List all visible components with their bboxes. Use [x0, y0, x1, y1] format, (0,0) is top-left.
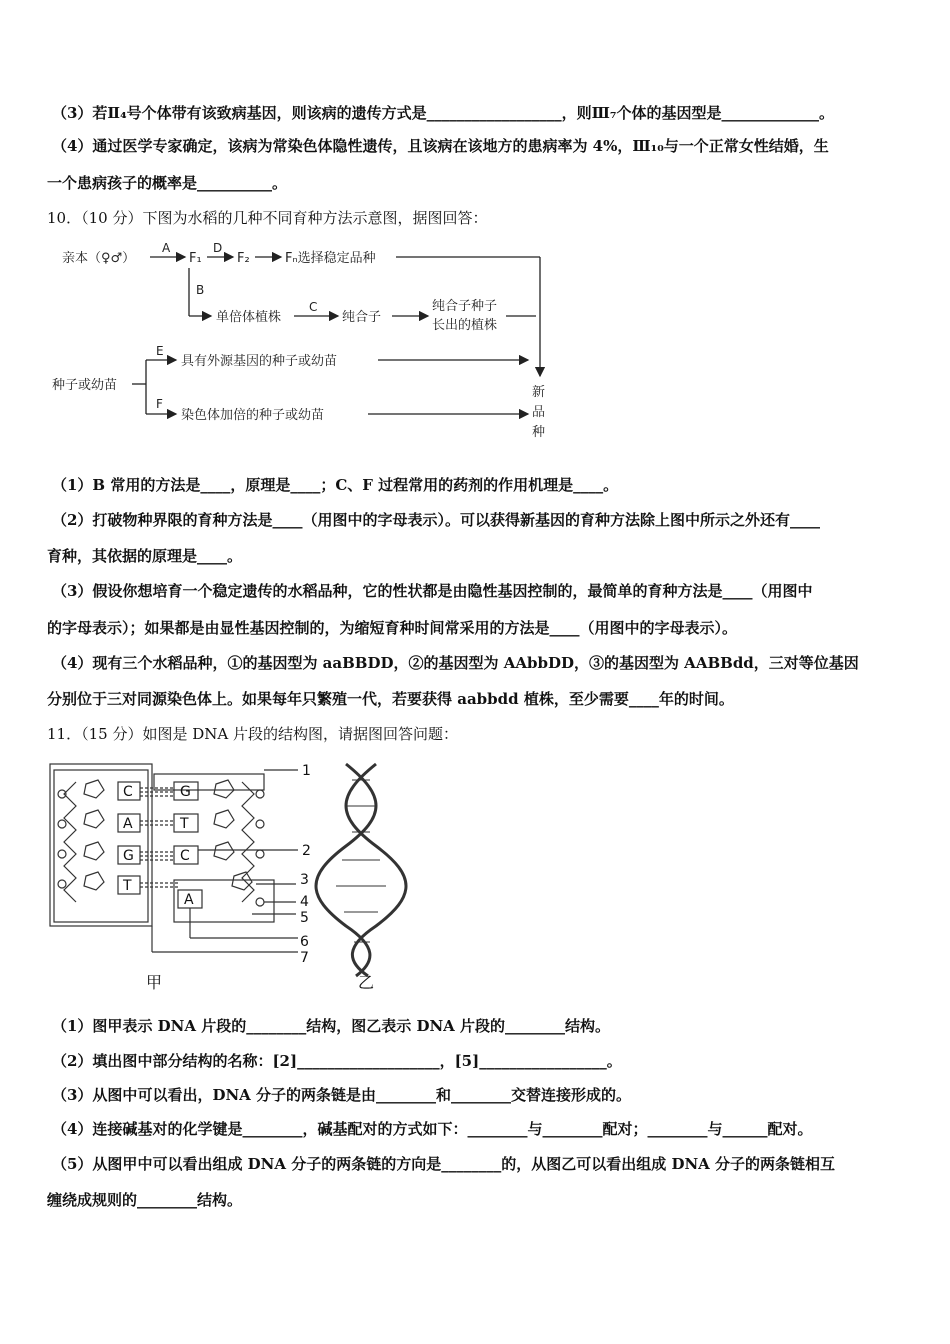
label-3: 3	[300, 872, 309, 888]
base-right-1: G	[180, 784, 191, 800]
q11-part3: （3）从图中可以看出，DNA 分子的两条链是由________和________交替连接形成的。	[52, 1086, 632, 1104]
q10-part3-line1: （3）假设你想培育一个稳定遗传的水稻品种，它的性状都是由隐性基因控制的，最简单的育种方法是____（用图中	[52, 582, 813, 600]
base-left-1: C	[123, 784, 133, 800]
svg-text:纯合子种子: 纯合子种子	[432, 299, 498, 314]
base-left-2: A	[123, 816, 133, 832]
seed-label: 种子或幼苗	[52, 378, 118, 393]
q10-part2-line1: （2）打破物种界限的育种方法是____（用图中的字母表示）。可以获得新基因的育种方法除上图中所示之外还有____	[52, 511, 820, 529]
svg-text:F₁: F₁	[189, 251, 202, 266]
svg-text:F: F	[156, 397, 163, 411]
foreign-gene-label: 具有外源基因的种子或幼苗	[181, 354, 338, 369]
base-left-3: G	[123, 848, 134, 864]
doubled-label: 染色体加倍的种子或幼苗	[181, 408, 325, 423]
new-variety-label: 新	[532, 385, 546, 400]
svg-text:A: A	[162, 241, 171, 255]
homozygote-label: 纯合子	[342, 310, 382, 325]
label-7: 7	[300, 950, 309, 966]
parent-label: 亲本（♀♂）	[62, 251, 136, 266]
q11-header: 11．（15 分）如图是 DNA 片段的结构图，请据图回答问题：	[47, 725, 458, 743]
q11-part1: （1）图甲表示 DNA 片段的________结构，图乙表示 DNA 片段的________结构。	[52, 1017, 611, 1035]
label-2: 2	[302, 843, 311, 859]
q11-part5-line2: 缠绕成规则的________结构。	[47, 1191, 243, 1209]
q10-header: 10．（10 分）下图为水稻的几种不同育种方法示意图，据图回答：	[47, 209, 488, 227]
q11-part5-line1: （5）从图甲中可以看出组成 DNA 分子的两条链的方向是________的，从图乙可以看出组成 DNA 分子的两条链相互	[52, 1155, 836, 1173]
q10-part4-line1: （4）现有三个水稻品种，①的基因型为 aaBBDD，②的基因型为 AAbbDD，③的基因型为 AABBdd，三对等位基因	[52, 654, 859, 672]
svg-text:B: B	[196, 283, 205, 297]
svg-text:种: 种	[532, 425, 546, 440]
dna-diagram	[46, 756, 466, 996]
q9-part3: （3）若Ⅱ₄号个体带有该致病基因，则该病的遗传方式是__________________，则Ⅲ₇个体的基因型是_____________。	[52, 104, 834, 122]
q10-part1: （1）B 常用的方法是____，原理是____；C、F 过程常用的药剂的作用机理是____。	[52, 476, 619, 494]
svg-text:长出的植株: 长出的植株	[432, 318, 498, 333]
q11-part2: （2）填出图中部分结构的名称：[2]___________________，[5]_________________。	[52, 1052, 622, 1070]
label-5: 5	[300, 910, 309, 926]
base-right-4: A	[184, 892, 194, 908]
base-left-4: T	[123, 878, 132, 894]
caption-yi: 乙	[358, 973, 375, 992]
svg-text:Fₙ选择稳定品种: Fₙ选择稳定品种	[285, 251, 376, 266]
svg-text:C: C	[309, 300, 318, 314]
q11-part4: （4）连接碱基对的化学键是________，碱基配对的方式如下：________与________配对；________与______配对。	[52, 1120, 813, 1138]
label-1: 1	[302, 763, 311, 779]
base-right-3: C	[180, 848, 190, 864]
haploid-label: 单倍体植株	[216, 310, 282, 325]
svg-text:品: 品	[532, 405, 546, 420]
svg-text:E: E	[156, 344, 164, 358]
q9-part4-line2: 一个患病孩子的概率是__________。	[47, 174, 288, 192]
q10-part2-line2: 育种，其依据的原理是____。	[47, 547, 243, 565]
q10-part4-line2: 分别位于三对同源染色体上。如果每年只繁殖一代，若要获得 aabbdd 植株，至少需要____年的时间。	[47, 690, 734, 708]
label-4: 4	[300, 894, 309, 910]
q9-part4-line1: （4）通过医学专家确定，该病为常染色体隐性遗传，且该病在该地方的患病率为 4%，Ⅲ₁₀与一个正常女性结婚，生	[52, 137, 829, 155]
svg-text:D: D	[213, 241, 223, 255]
breeding-diagram	[48, 236, 568, 446]
label-6: 6	[300, 934, 309, 950]
svg-text:F₂: F₂	[237, 251, 250, 266]
base-right-2: T	[180, 816, 189, 832]
caption-jia: 甲	[146, 973, 163, 992]
q10-part3-line2: 的字母表示）；如果都是由显性基因控制的，为缩短育种时间常采用的方法是____（用图中的字母表示）。	[47, 619, 738, 637]
